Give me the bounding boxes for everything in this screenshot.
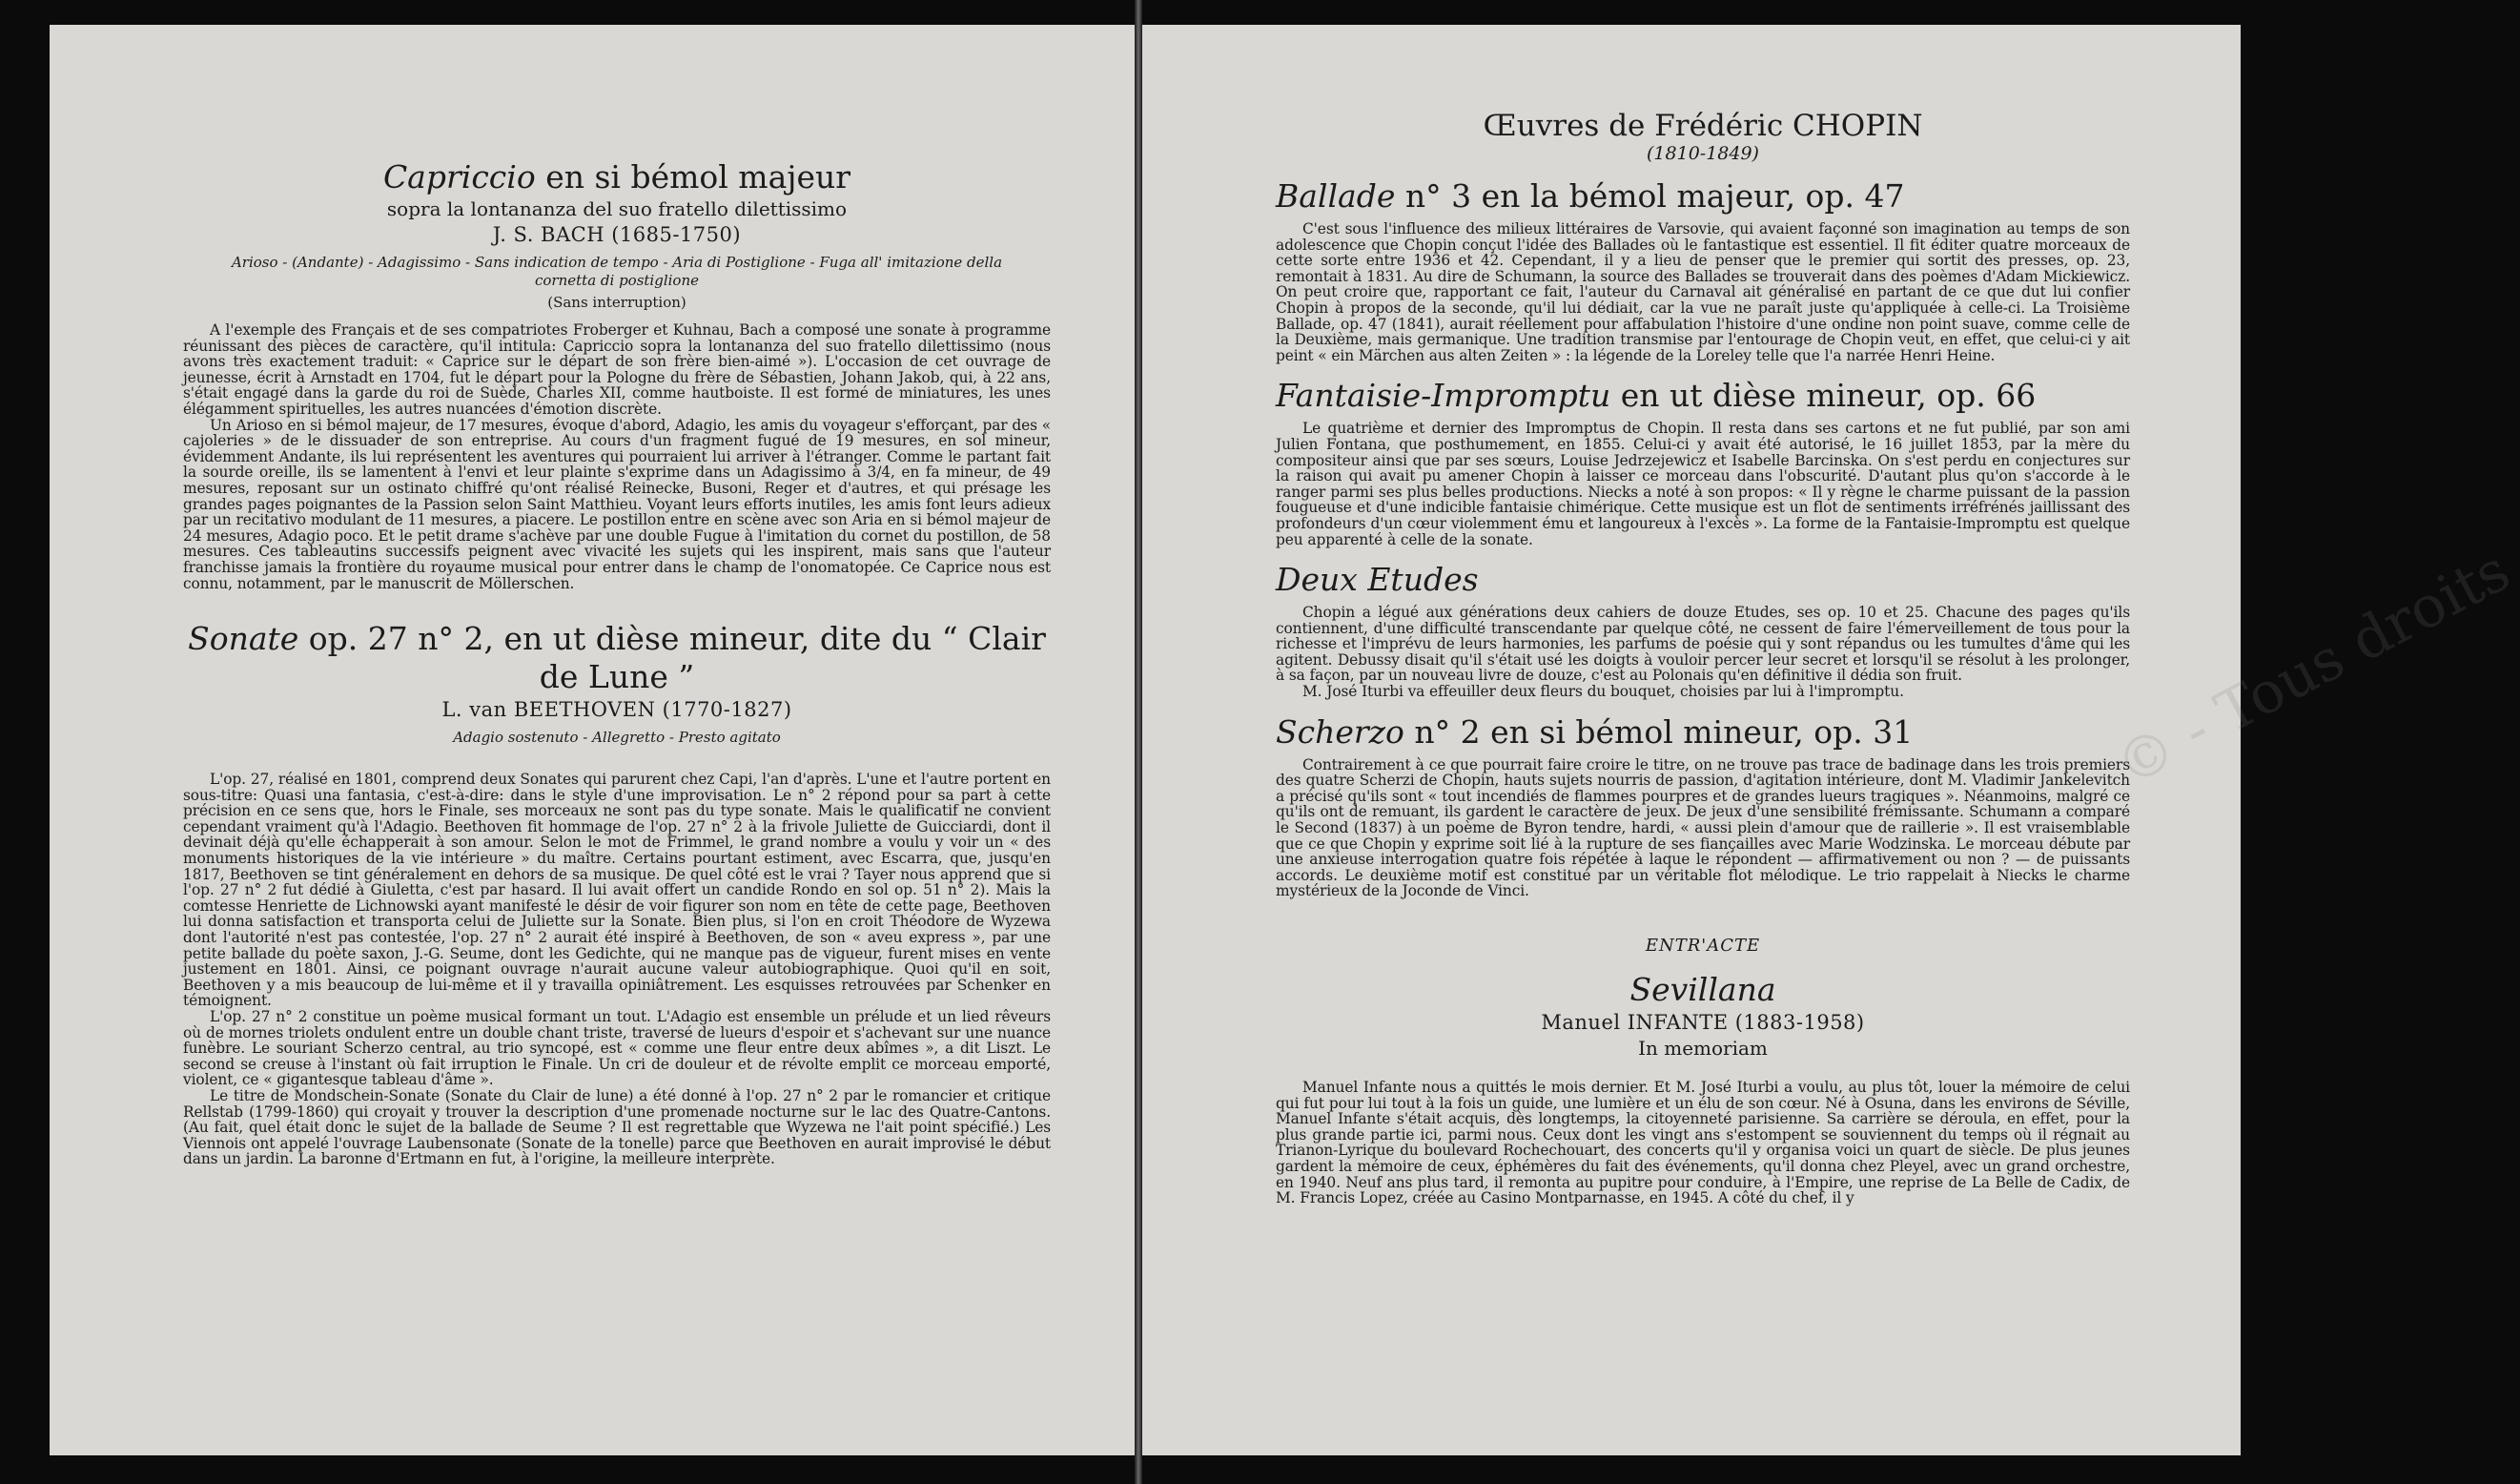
sevillana-note: In memoriam [1638,1037,1768,1060]
chopin-header-title: Œuvres de Frédéric CHOPIN [1483,109,1923,143]
bach-title-italic: Capriccio [382,158,536,196]
sevillana-title: Sevillana [1629,971,1776,1008]
fantaisie-title-rest: en ut dièse mineur, op. 66 [1610,377,2037,415]
ballade-title-rest: n° 3 en la bémol majeur, op. 47 [1395,177,1905,215]
bach-subtitle: sopra la lontananza del suo fratello dilettissimo [386,197,848,220]
ballade-title-italic: Ballade [1276,177,1396,215]
beethoven-paragraph-1: L'op. 27, réalisé en 1801, comprend deux Sonates qui parurent chez Capi, l'an d'après. L'une et l'autre portent en sous-titre: Quasi una fantasia, c'est-à-dire: dans le style d'une improvisation. Le n° 2 répond pour sa part à cette précision en ce sens que, hors le Finale, ses morceaux ne sont pas du type sonate. Mais le qualificatif ne convient cependant vraiment qu'à l'Adagio. Beethoven fit hommage de l'op. 27 n° 2 à la frivole Juliette de Guicciardi, dont il devinait déjà qu'elle échapperait à son amour. Selon le mot de Frimmel, le grand nombre a voulu y voir un « des monuments historiques de la vie intérieure » du maître. Certains pourtant estiment, avec Escarra, que, jusqu'en 1817, Beethoven se tint généralement en dehors de sa musique. De quel côté est le vrai ? Tayer nous apprend que si l'op. 27 n° 2 fut dédié à Giuletta, c'est par hasard. Il lui avait offert un candide Rondo en sol op. 51 n° 2). Mais la comtesse Henriette de Lichnowski ayant manifesté le désir de voir figurer son nom en tête de cette page, Beethoven lui donna satisfaction et transporta celui de Juliette sur la Sonate. Bien plus, si l'on en croit Théodore de Wyzewa dont l'autorité n'est pas contestée, l'op. 27 n° 2 aurait été inspiré à Beethoven, de son « aveu express », par une petite ballade du poète saxon, J.-G. Seume, dont les Gedichte, qui ne manque pas de vigueur, furent mises en vente justement en 1801. Ainsi, ce poignant ouvrage n'aurait aucune valeur autobiographique. Quoi qu'il en soit, Beethoven y a mis beaucoup de lui-même et il y travailla opiniâtrement. Les esquisses retrouvées par Schenker en témoignent. [183,771,1051,1010]
beethoven-movements: Adagio sostenuto - Allegretto - Presto agitato [453,729,781,747]
fantaisie-title-italic: Fantaisie-Impromptu [1276,377,1611,415]
scherzo-title-italic: Scherzo [1276,712,1404,751]
bach-paragraph-1: A l'exemple des Français et de ses compatriotes Froberger et Kuhnau, Bach a composé une sonate à programme réunissant des pièces de caractère, qu'il intitula: Capriccio sopra la lontananza del suo fratello dilettissimo (nous avons très exactement traduit: « Caprice sur le départ de son frère bien-aimé »). L'occasion de cet ouvrage de jeunesse, écrit à Arnstadt en 1704, fut le départ pour la Pologne du frère de Sébastien, Johann Jakob, qui, à 22 ans, s'était engagé dans la garde du roi de Suède, Charles XII, comme hautboiste. Il est formé de miniatures, les unes élégamment spirituelles, les autres nuancées d'émotion discrète. [183,321,1051,418]
scherzo-title-rest: n° 2 en si bémol mineur, op. 31 [1403,712,1914,751]
ballade-paragraph-1: C'est sous l'influence des milieux littéraires de Varsovie, qui avaient façonné son imagination au temps de son adolescence que Chopin conçut l'idée des Ballades où le fantastique est essentiel. Il fit éditer quatre morceaux de cette sorte entre 1936 et 42. Cependant, il y a lieu de penser que le premier qui sortit des presses, op. 23, remontait à 1831. Au dire de Schumann, la source des Ballades se trouverait dans des poèmes d'Adam Mickiewicz. On peut croire que, rapportant ce fait, l'auteur du Carnaval ait généralisé en partant de ce que dut lui confier Chopin à propos de la seconde, qu'il lui dédiait, car la vue ne paraît juste qu'appliquée à celle-ci. La Troisième Ballade, op. 47 (1841), aurait réellement pour affabulation l'histoire d'une ondine non point suave, comme celle de la Deuxième, mais germanique. Une tradition transmise par l'entourage de Chopin veut, en effet, que celui-ci y ait peint « ein Märchen aus alten Zeiten » : la légende de la Loreley telle que l'a narrée Henri Heine. [1276,220,2130,364]
etudes-title-italic: Deux Etudes [1276,561,1479,599]
scherzo-title [1276,713,2130,752]
fantaisie-paragraph-1: Le quatrième et dernier des Impromptus de Chopin. Il resta dans ses cartons et ne fut publié, par son ami Julien Fontana, que posthumement, en 1855. Celui-ci y avait été autorisé, le 16 juillet 1853, par la mère du compositeur ainsi que par ses sœurs, Louise Jedrzejewicz et Isabelle Barcinska. On s'est perdu en conjectures sur la raison qui avait pu amener Chopin à laisser ce morceau dans l'obscurité. D'autant plus qu'on s'accorde à le ranger parmi ses plus belles productions. Niecks a noté à son propos: « Il y règne le charme puissant de la passion fougueuse et d'une indicible fantaisie chimérique. Cette musique est un flot de sentiments irréfrénés jaillissant des profondeurs d'un cœur violemment ému et langoureux à l'excès ». La forme de la Fantaisie-Impromptu est quelque peu apparenté à celle de la sonate. [1276,420,2130,548]
chopin-header-dates: (1810-1849) [1647,143,1759,164]
left-page [50,25,1135,1455]
watermark: © - Tous droits [2105,537,2520,800]
entracte-label: ENTR'ACTE [1645,936,1761,956]
bach-movements: Arioso - (Andante) - Adagissimo - Sans indication de tempo - Aria di Postiglione - Fuga all' imitazione della cornetta di postiglione [231,254,1003,289]
bach-note: (Sans interruption) [547,294,686,311]
beethoven-paragraph-3: Le titre de Mondschein-Sonate (Sonate du Clair de lune) a été donné à l'op. 27 n° 2 par le romancier et critique Rellstab (1799-1860) qui croyait y trouver la description d'une promenade nocturne sur le lac des Quatre-Cantons. (Au fait, quel était donc le sujet de la ballade de Seume ? Il est regrettable que Wyzewa ne l'ait point spécifié.) Les Viennois ont appelé l'ouvrage Laubensonate (Sonate de la tonelle) parce que Beethoven en aurait improvisé le début dans un jardin. La baronne d'Ertmann en fut, à l'origine, la meilleure interprète. [183,1086,1051,1168]
etudes-paragraph-1: Chopin a légué aux générations deux cahiers de douze Etudes, ses op. 10 et 25. Chacune des pages qu'ils contiennent, d'une difficulté transcendante par quelque côté, ne cessent de faire l'émerveillement de tous pour la richesse et l'imprévu de leurs harmonies, les parfums de poésie qui y sont répandus ou les tumultes d'âme qui les agitent. Debussy disait qu'il s'était usé les doigts à vouloir percer leur secret et lorsqu'il se résolut à les prolonger, à sa façon, par un nouveau livre de douze, c'est au Polonais qu'en définitive il dédia son fruit. [1276,604,2130,685]
etudes-title [1276,561,2130,599]
sevillana-composer: Manuel INFANTE (1883-1958) [1541,1011,1865,1034]
bach-title [183,158,1051,196]
fantaisie-title [1276,377,2130,415]
beethoven-paragraph-2: L'op. 27 n° 2 constitue un poème musical formant un tout. L'Adagio est ensemble un prélude et un lied rêveurs où de mornes triolets ondulent entre un double chant triste, traversé de lueurs d'espoir et s'achevant sur une nuance funèbre. Le souriant Scherzo central, au trio syncopé, est « comme une fleur entre deux abîmes », a dit Liszt. Le second se creuse à l'instant où fait irruption le Finale. Un cri de douleur et de révolte emplit ce morceau emporté, violent, ce « gigantesque tableau d'âme ». [183,1008,1051,1089]
etudes-paragraph-2: M. José Iturbi va effeuiller deux fleurs du bouquet, choisies par lui à l'impromptu. [1302,683,1904,701]
page-gutter [1135,0,1142,1484]
beethoven-title [183,620,1051,696]
scherzo-paragraph-1: Contrairement à ce que pourrait faire croire le titre, on ne trouve pas trace de badinage dans les trois premiers des quatre Scherzi de Chopin, hauts sujets nourris de passion, d'agitation intérieure, dont M. Vladimir Jankelevitch a précisé qu'ils sont « tout incendiés de flammes pourpres et de grandes lueurs tragiques ». Néanmoins, malgré ce qu'ils ont de remuant, ils gardent le caractère de jeux. De jeux d'une sensibilité frémissante. Schumann a comparé le Second (1837) à un poème de Byron tendre, hardi, « aussi plein d'amour que de raillerie ». Il est vraisemblable que ce que Chopin y exprime soit lié à la rupture de ses fiançailles avec Marie Wodzinska. Le morceau débute par une anxieuse interrogation quatre fois répétée à laque le répondent — affirmativement ou non ? — de puissants accords. Le deuxième motif est constitué par un véritable flot mélodique. Le trio rappelait à Niecks le charme mystérieux de la Joconde de Vinci. [1276,755,2130,900]
bach-composer: J. S. BACH (1685-1750) [492,223,742,246]
bach-paragraph-2: Un Arioso en si bémol majeur, de 17 mesures, évoque d'abord, Adagio, les amis du voyageur s'efforçant, par des « cajoleries » de le dissuader de son entreprise. Au cours d'un fragment fugué de 19 mesures, en sol mineur, évidemment Andante, ils lui représentent les aventures qui pourraient lui arriver à l'étranger. Comme le partant fait la sourde oreille, ils se lamentent à l'envi et leur plainte s'exprime dans un Adagissimo à 3/4, en fa mineur, de 49 mesures, reposant sur un ostinato chiffré qu'ont réalisé Reinecke, Busoni, Reger et d'autres, et qui présage les grandes pages poignantes de la Passion selon Saint Matthieu. Voyant leurs efforts inutiles, les amis font leurs adieux par un recitativo modulant de 11 mesures, a piacere. Le postillon entre en scène avec son Aria en si bémol majeur de 24 mesures, Adagio poco. Et le petit drame s'achève par une double Fugue à l'imitation du cornet du postillon, de 58 mesures. Ces tableautins successifs peignent avec vivacité les sujets qui les inspirent, mais sans que l'auteur franchisse jamais la frontière du royaume musical pour entrer dans le champ de l'onomatopée. Ce Caprice nous est connu, notamment, par le manuscrit de Möllerschen. [183,416,1052,592]
beethoven-title-rest: op. 27 n° 2, en ut dièse mineur, dite du “ Clair de Lune ” [298,620,1046,696]
beethoven-composer: L. van BEETHOVEN (1770-1827) [441,698,792,722]
bach-title-rest: en si bémol majeur [535,158,851,196]
right-page [1142,25,2520,1455]
beethoven-title-italic: Sonate [188,620,299,658]
sevillana-paragraph-1: Manuel Infante nous a quittés le mois dernier. Et M. José Iturbi a voulu, au plus tôt, louer la mémoire de celui qui fut pour lui tout à la fois un guide, une lumière et un élu de son cœur. Né à Osuna, dans les environs de Séville, Manuel Infante s'était acquis, dès longtemps, la citoyenneté parisienne. Sa carrière se déroula, en effet, pour la plus grande partie ici, parmi nous. Ceux dont les vingt ans s'estompent se souviennent du temps où il régnait au Trianon-Lyrique du boulevard Rochechouart, des concerts qu'il y organisa voici un quart de siècle. De plus jeunes gardent la mémoire de ceux, éphémères du fait des événements, qu'il donna chez Pleyel, avec un grand orchestre, en 1940. Neuf ans plus tard, il remonta au pupitre pour conduire, à l'Empire, une reprise de La Belle de Cadix, de M. Francis Lopez, créée au Casino Montparnasse, en 1945. A côté du chef, il y [1276,1079,2130,1207]
ballade-title [1276,177,2130,216]
